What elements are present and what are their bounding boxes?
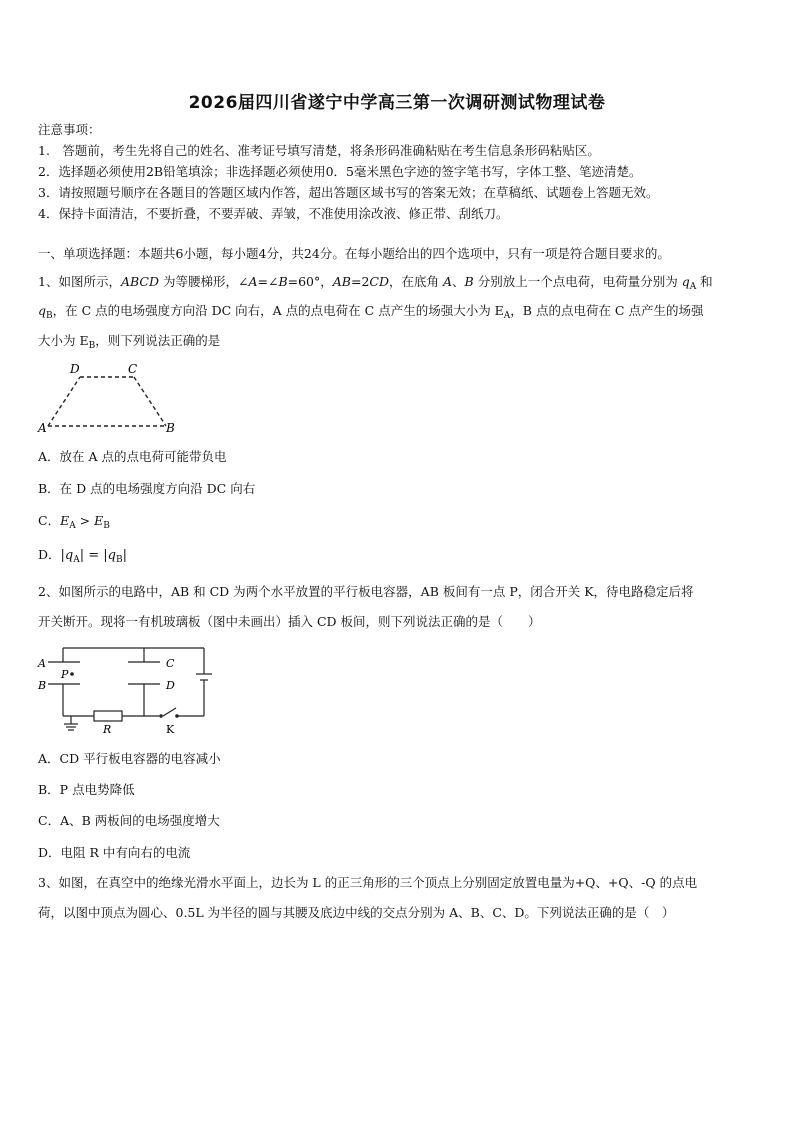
label-a: A	[38, 657, 46, 670]
q1-sub-b: B	[88, 341, 96, 351]
notice-item-4: 4．保持卡面清洁，不要折叠，不要弄破、弄皱，不准使用涂改液、修正带、刮纸刀。	[38, 206, 509, 221]
label-c: C	[166, 657, 175, 670]
q1-option-d: D．$|q_A| = |q_B|$	[38, 547, 127, 565]
label-p: P	[61, 668, 69, 681]
resistor-r	[94, 711, 122, 721]
q1-text: CD	[369, 274, 390, 289]
switch-contact-right	[175, 714, 179, 718]
notice-item-2: 2．选择题必须使用2B铅笔填涂；非选择题必须使用0．5毫米黑色字迹的签字笔书写，字体工整、笔迹清楚。	[38, 164, 642, 179]
q2-line-1: 2、如图所示的电路中，AB 和 CD 为两个水平放置的平行板电容器，AB 板间有一点 P，闭合开关 K，待电路稳定后将	[38, 584, 694, 599]
q1-option-c-prefix: C．	[38, 513, 61, 528]
q1-text: 为等腰梯形，∠	[159, 274, 249, 289]
label-c: C	[128, 362, 138, 376]
q1-text: A	[689, 282, 697, 292]
q1-line-2	[38, 303, 703, 324]
q1-trapezoid-figure	[36, 360, 186, 438]
q1-option-b: B．在 D 点的电场强度方向沿 DC 向右	[38, 481, 256, 496]
page-title: 2026届四川省遂宁中学高三第一次调研测试物理试卷	[188, 93, 606, 113]
q2-option-b: B．P 点电势降低	[38, 782, 135, 797]
q1-option-c: C．$E_A > E_B$	[38, 513, 110, 531]
label-b: B	[38, 679, 47, 692]
notice-heading: 注意事项：	[38, 122, 101, 137]
notice-item-3: 3．请按照题号顺序在各题目的答题区域内作答，超出答题区域书写的答案无效；在草稿纸、试题卷上答题无效。	[38, 185, 659, 200]
point-p-dot	[70, 672, 74, 676]
q1-text: ，则下列说法正确的是	[95, 333, 221, 348]
q1-text: A	[248, 274, 258, 289]
q1-text: ，B 点的点电荷在 C 点产生的场强	[510, 303, 704, 318]
q1-text: 、	[452, 274, 465, 289]
switch-contact-left	[159, 714, 163, 718]
q2-line-2: 开关断开。现将一有机玻璃板（图中未画出）插入 CD 板间，则下列说法正确的是（ ）	[38, 614, 541, 629]
label-r: R	[103, 723, 112, 736]
q1-text: 大小为 E	[38, 333, 89, 348]
label-d: D	[70, 362, 80, 376]
q1-text: =2	[350, 274, 370, 289]
q1-line-1	[38, 274, 713, 295]
label-d: D	[166, 679, 175, 692]
trapezoid-edge-ad	[48, 377, 80, 426]
q1-sub-a: A	[503, 311, 511, 321]
q1-line-3	[38, 333, 220, 354]
q3-line-2: 荷，以图中顶点为圆心、0.5L 为半径的圆与其腰及底边中线的交点分别为 A、B、C、D。下列说法正确的是（ ）	[38, 905, 675, 920]
q2-option-d: D．电阻 R 中有向右的电流	[38, 845, 191, 860]
q1-option-d-prefix: D．	[38, 547, 61, 562]
q2-option-a: A．CD 平行板电容器的电容减小	[38, 751, 221, 766]
q1-text: B	[464, 274, 474, 289]
label-b: B	[166, 421, 175, 435]
q1-text: A	[443, 274, 453, 289]
q1-option-a: A．放在 A 点的点电荷可能带负电	[38, 449, 227, 464]
q1-text: =60°，	[287, 274, 333, 289]
trapezoid-edge-cb	[134, 377, 166, 426]
q1-text: ，在 C 点的电场强度方向沿 DC 向右，A 点的点电荷在 C 点产生的场强大小为 E	[52, 303, 504, 318]
q1-text: =∠	[257, 274, 279, 289]
label-k: K	[166, 723, 175, 736]
q2-option-c: C．A、B 两板间的电场强度增大	[38, 813, 220, 828]
q1-text: ，在底角	[389, 274, 443, 289]
q3-line-1: 3、如图，在真空中的绝缘光滑水平面上，边长为 L 的正三角形的三个顶点上分别固定放置电量为+Q、+Q、-Q 的点电	[38, 875, 698, 890]
q1-text: AB	[332, 274, 351, 289]
q1-text: 1、如图所示，	[38, 274, 121, 289]
q1-text: 和	[696, 274, 713, 289]
q1-text: 分别放上一个点电荷，电荷量分别为	[473, 274, 682, 289]
section-heading: 一、单项选择题：本题共6小题，每小题4分，共24分。在每小题给出的四个选项中，只有一项是符合题目要求的。	[38, 246, 670, 261]
q1-text: q	[681, 274, 690, 289]
q1-qb: $q_B$	[38, 303, 53, 321]
notice-item-1: 1. 答题前，考生先将自己的姓名、准考证号填写清楚，将条形码准确粘贴在考生信息条形码粘贴区。	[38, 143, 600, 158]
q1-text: B	[278, 274, 288, 289]
switch-k	[163, 708, 176, 716]
q1-text: ABCD	[120, 274, 159, 289]
q2-circuit-figure	[36, 640, 226, 738]
label-a: A	[38, 421, 47, 435]
